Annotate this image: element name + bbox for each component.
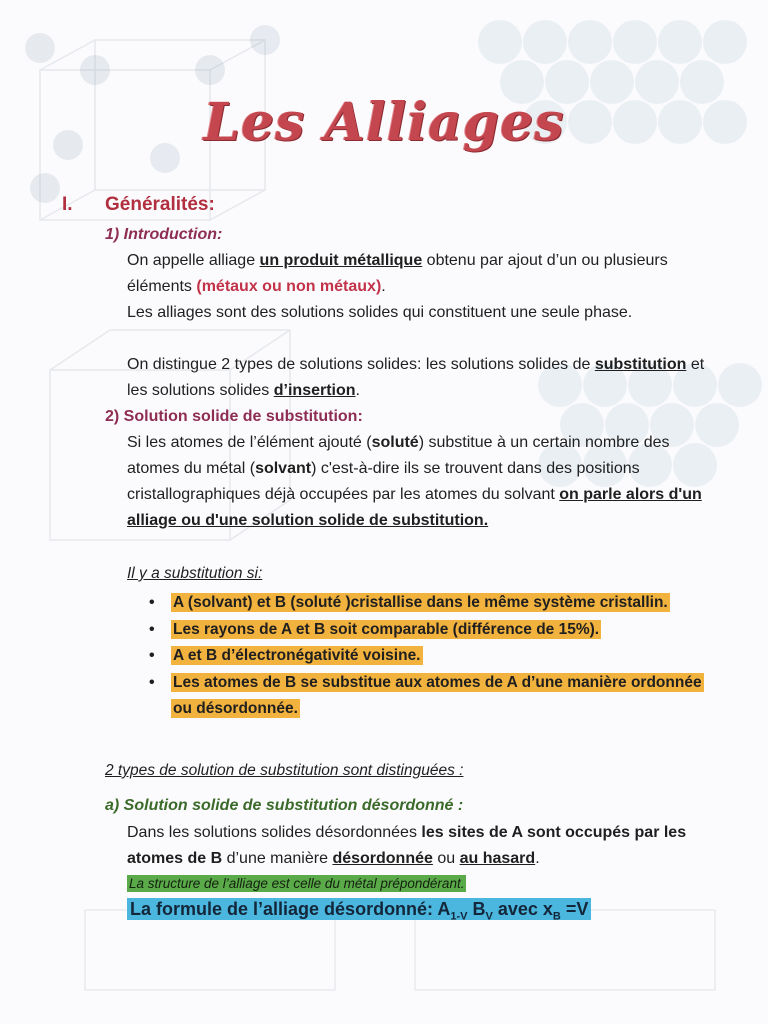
formula-subscript: V bbox=[485, 910, 493, 923]
emphasis-text: (métaux ou non métaux) bbox=[196, 278, 382, 295]
list-item-text: A (solvant) et B (soluté )cristallise dans le même système cristallin. bbox=[173, 594, 668, 611]
formula-text: B bbox=[467, 899, 486, 919]
emphasis-text: un produit métallique bbox=[259, 252, 423, 269]
text: obtenu par ajout d’un ou plusieurs éléments bbox=[127, 252, 668, 295]
text: On distingue 2 types de solutions solides: les solutions solides de bbox=[127, 356, 595, 373]
formula-subscript: 1-V bbox=[450, 910, 468, 923]
substitution-heading: 2) Solution solide de substitution: bbox=[105, 408, 363, 425]
text: . bbox=[535, 850, 540, 867]
bullet-icon: • bbox=[149, 673, 155, 691]
emphasis-text: on parle alors d'un alliage ou d'une solution solide de substitution. bbox=[127, 486, 702, 529]
text: . bbox=[355, 382, 360, 399]
formula-text: =V bbox=[560, 899, 589, 919]
section-title: Généralités: bbox=[105, 194, 215, 215]
text: On appelle alliage bbox=[127, 252, 260, 269]
emphasis-text: substitution bbox=[594, 356, 687, 373]
intro-paragraph-1 bbox=[127, 248, 707, 300]
structure-note-text: La structure de l’alliage est celle du métal prépondérant. bbox=[129, 876, 465, 891]
list-item-text: Les rayons de A et B soit comparable (différence de 15%). bbox=[173, 620, 600, 638]
list-item-text: Les atomes de B se substitue aux atomes de A d’une manière ordonnée ou désordonnée. bbox=[173, 673, 702, 717]
text: Dans les solutions solides désordonnées bbox=[127, 824, 422, 841]
formula-box bbox=[127, 898, 591, 923]
text: Si les atomes de l’élément ajouté ( bbox=[127, 434, 372, 451]
section-number: I. bbox=[62, 194, 73, 215]
intro-paragraph-3 bbox=[127, 352, 707, 404]
emphasis-text: au hasard bbox=[459, 850, 536, 867]
list-item bbox=[145, 670, 715, 723]
text: d’une manière bbox=[222, 850, 333, 867]
list-item-text: A et B d’électronégativité voisine. bbox=[173, 647, 421, 664]
emphasis-text: désordonnée bbox=[332, 850, 433, 867]
bullet-icon: • bbox=[149, 647, 155, 664]
emphasis-text: les sites de A sont occupés par les atomes de B bbox=[127, 824, 687, 867]
text: . bbox=[381, 278, 386, 295]
text: ou bbox=[432, 850, 460, 867]
condition-intro: Il y a substitution si: bbox=[127, 565, 263, 582]
list-item bbox=[145, 590, 715, 617]
formula-text: La formule de l’alliage désordonné: A bbox=[130, 899, 451, 919]
bullet-icon: • bbox=[149, 594, 155, 611]
intro-heading: 1) Introduction: bbox=[105, 226, 223, 243]
formula-line bbox=[127, 899, 591, 923]
text: ) substitue à un certain nombre des atomes du métal ( bbox=[127, 434, 670, 477]
types-line: 2 types de solution de substitution sont distinguées : bbox=[105, 762, 464, 779]
intro-paragraph-2: Les alliages sont des solutions solides qui constituent une seule phase. bbox=[127, 304, 633, 321]
list-item bbox=[145, 617, 715, 644]
text: et les solutions solides bbox=[127, 356, 705, 399]
list-item bbox=[145, 643, 715, 670]
page-title: Les Alliages bbox=[203, 92, 565, 153]
bullet-icon: • bbox=[149, 620, 155, 638]
condition-list bbox=[145, 590, 715, 723]
disordered-heading: a) Solution solide de substitution désordonné : bbox=[105, 797, 464, 814]
formula-text: avec x bbox=[492, 899, 553, 919]
text: ) c'est-à-dire ils se trouvent dans des positions cristallographiques déjà occupées par les atomes du solvant bbox=[127, 460, 640, 503]
disordered-paragraph bbox=[127, 820, 717, 872]
emphasis-text: solvant bbox=[255, 460, 312, 477]
emphasis-text: soluté bbox=[371, 434, 419, 451]
substitution-paragraph bbox=[127, 430, 702, 534]
emphasis-text: d’insertion bbox=[273, 382, 356, 399]
structure-note bbox=[127, 875, 466, 893]
formula-subscript: B bbox=[552, 910, 561, 923]
